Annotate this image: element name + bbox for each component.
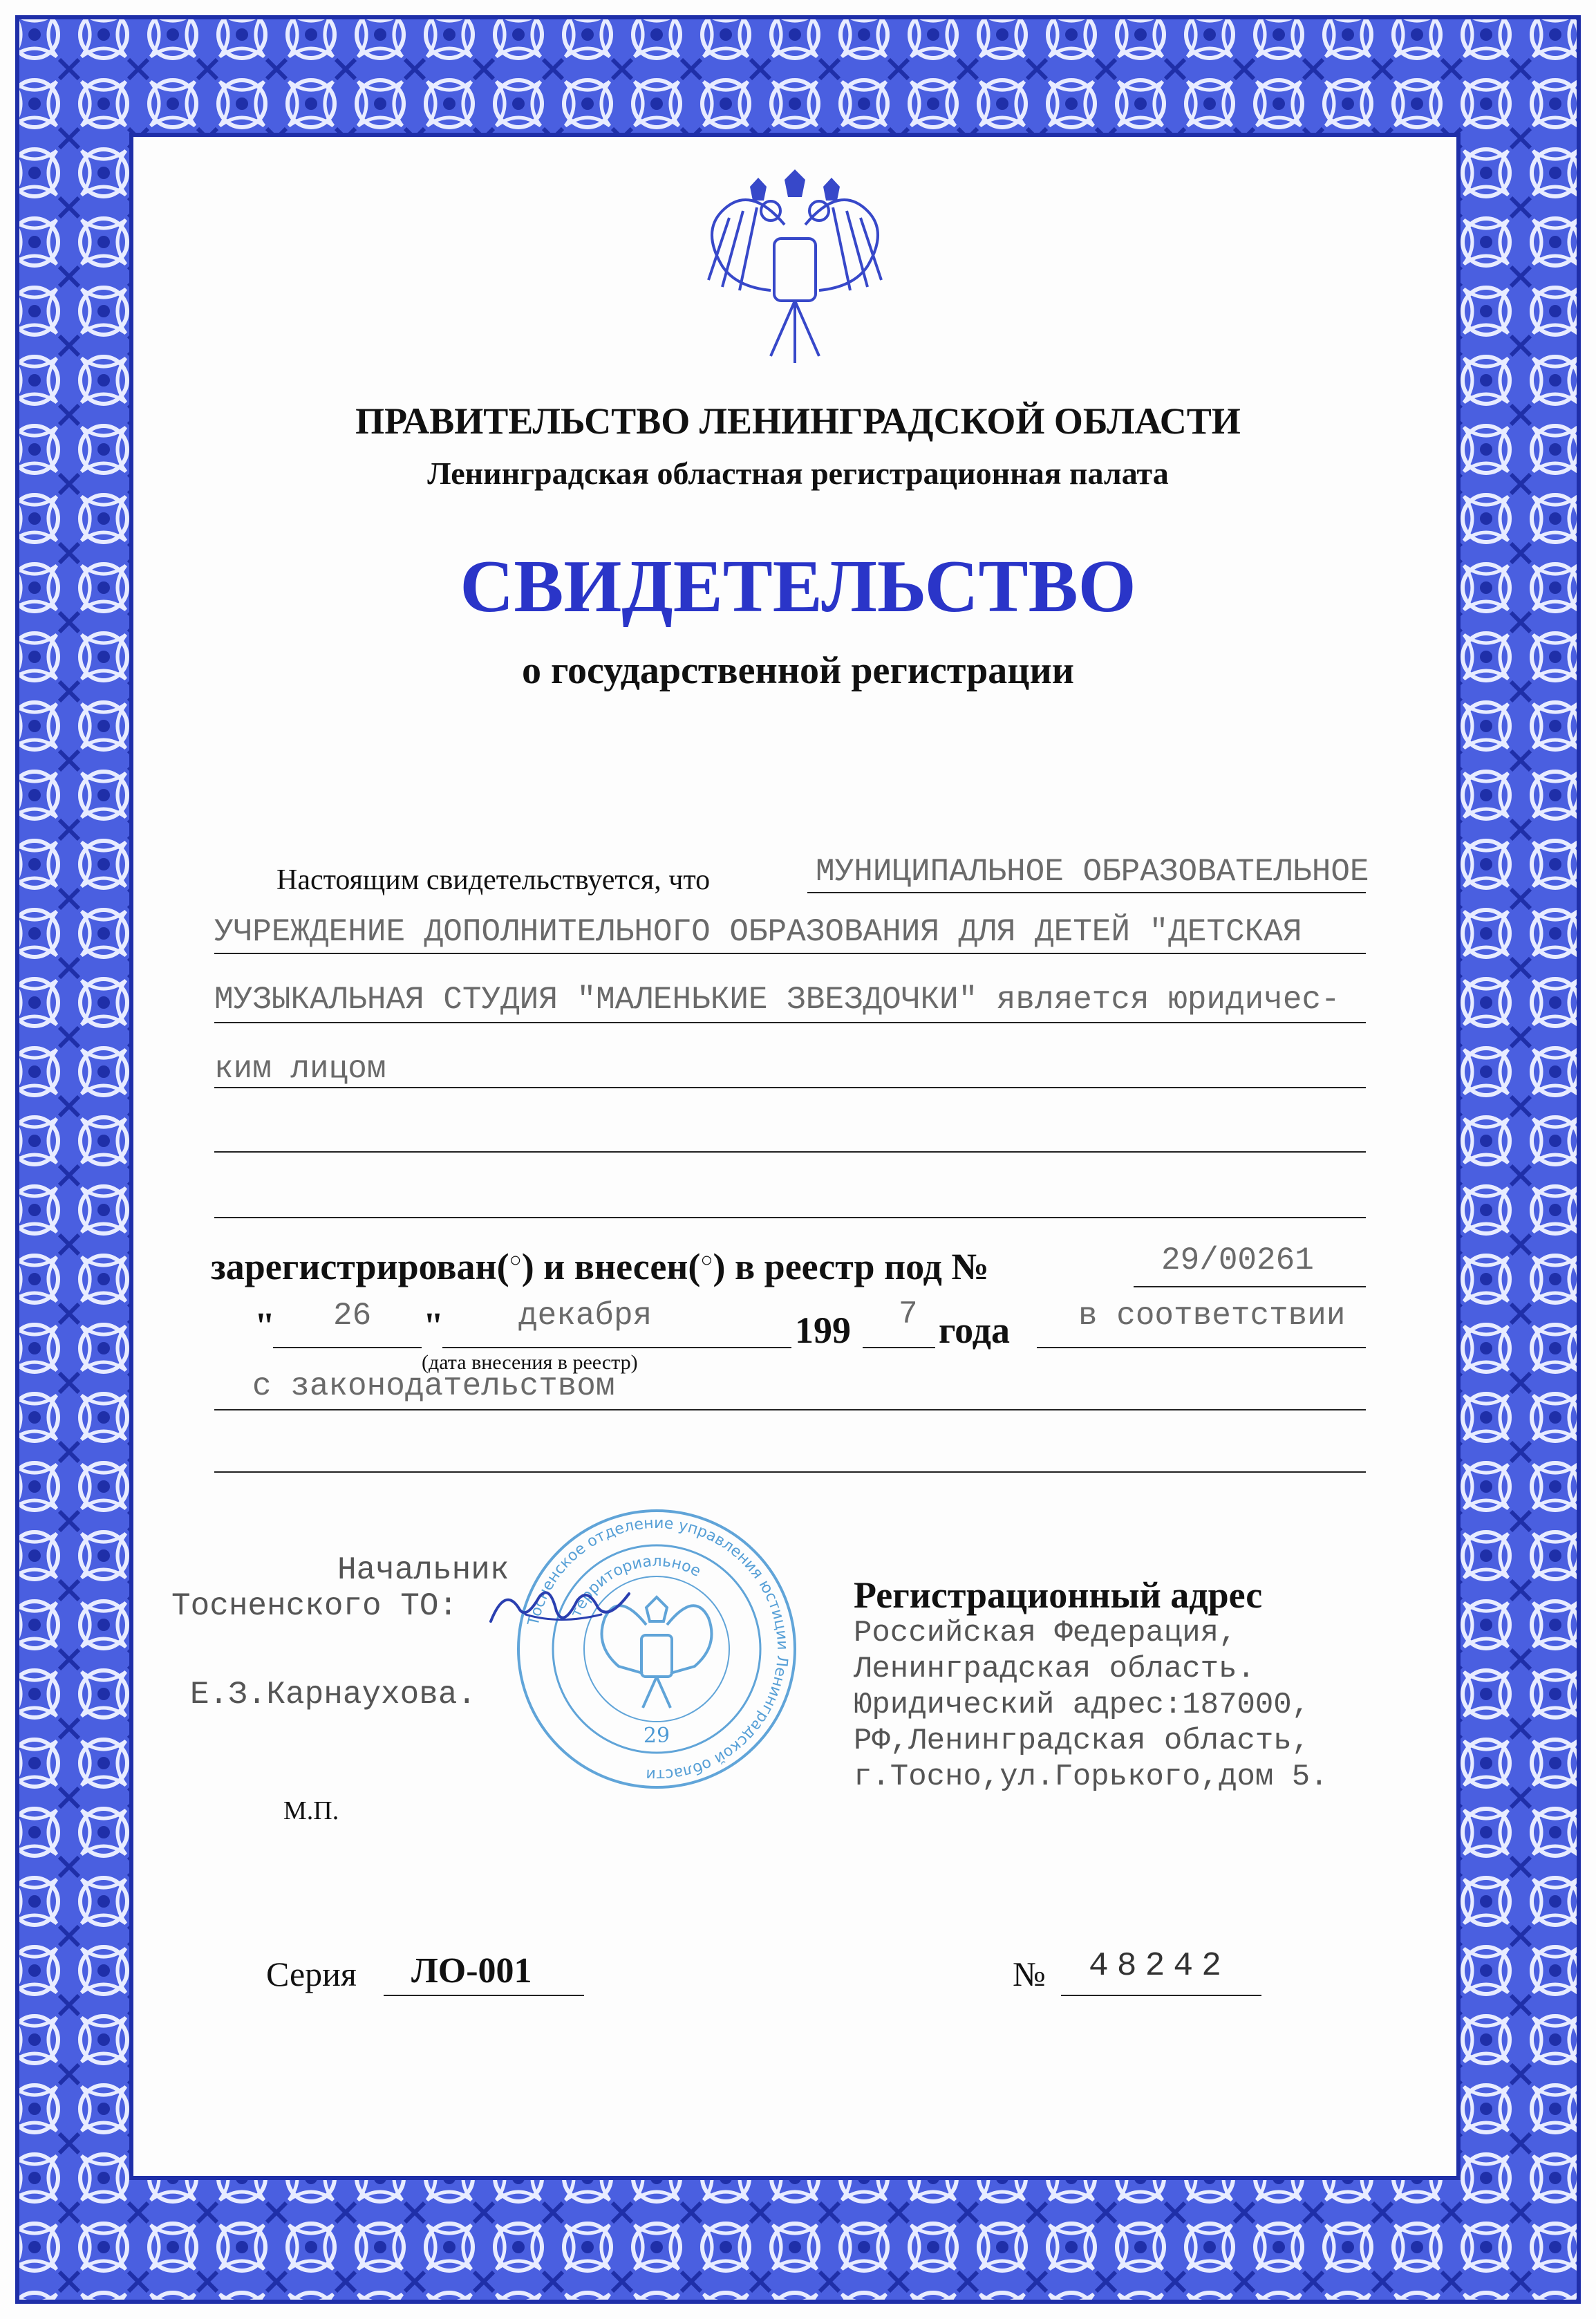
underline xyxy=(384,1995,584,1996)
address-line-2: Ленинградская область. xyxy=(854,1652,1255,1686)
signatory-position-2: Тосненского ТО: xyxy=(171,1588,458,1624)
underline xyxy=(1061,1995,1261,1996)
date-hint: (дата внесения в реестр) xyxy=(422,1351,638,1374)
underline xyxy=(214,1409,1366,1410)
entity-name-line-4: ким лицом xyxy=(214,1051,386,1087)
blank-line xyxy=(214,1151,1366,1153)
address-line-1: Российская Федерация, xyxy=(854,1616,1237,1650)
series-value: ЛО-001 xyxy=(411,1951,532,1991)
address-line-3: Юридический адрес:187000, xyxy=(854,1688,1311,1722)
in-registry-text: ) в реестр под № xyxy=(713,1246,989,1287)
quote-close: " xyxy=(423,1305,444,1346)
blank-line xyxy=(214,1471,1366,1473)
registered-label xyxy=(211,1248,989,1285)
address-line-4: РФ,Ленинградская область, xyxy=(854,1724,1311,1758)
blank-mark: ○ xyxy=(509,1249,522,1272)
year-prefix: 199 xyxy=(795,1310,851,1351)
document-subtitle: о государственной регистрации xyxy=(521,649,1075,692)
registry-day: 26 xyxy=(333,1298,372,1334)
underline xyxy=(442,1347,791,1348)
seal-outer-text: Тосненское отделение управления юстиции Ленинградской области xyxy=(525,1514,791,1784)
address-heading: Регистрационный адрес xyxy=(854,1574,1263,1616)
certificate-number: 48242 xyxy=(1089,1948,1230,1985)
signatory-position-1: Начальник xyxy=(337,1552,509,1588)
quote-open: " xyxy=(254,1305,275,1346)
government-heading: ПРАВИТЕЛЬСТВО ЛЕНИНГРАДСКОЙ ОБЛАСТИ xyxy=(355,400,1241,442)
underline xyxy=(273,1347,422,1348)
seal-inner-text: территориальное xyxy=(567,1552,704,1621)
registered-text: зарегистрирован( xyxy=(211,1246,509,1287)
underline xyxy=(214,1022,1366,1023)
certify-lead: Настоящим свидетельствуется, что xyxy=(276,864,711,896)
double-headed-eagle-emblem-icon xyxy=(681,169,909,377)
handwritten-signature xyxy=(484,1580,636,1635)
entity-name-line-3: МУЗЫКАЛЬНАЯ СТУДИЯ "МАЛЕНЬКИЕ ЗВЕЗДОЧКИ" является юридичес- xyxy=(214,982,1340,1018)
entered-text: ) и внесен( xyxy=(521,1246,701,1287)
legislation-text: с законодательством xyxy=(252,1368,615,1404)
stamp-label: М.П. xyxy=(283,1796,339,1825)
accordance-text: в соответствии xyxy=(1078,1298,1346,1334)
underline xyxy=(863,1347,935,1348)
seal-number: 29 xyxy=(643,1724,670,1748)
underline xyxy=(214,1087,1366,1088)
entity-name-line-2: УЧРЕЖДЕНИЕ ДОПОЛНИТЕЛЬНОГО ОБРАЗОВАНИЯ ДЛЯ ДЕТЕЙ "ДЕТСКАЯ xyxy=(214,914,1302,950)
blank-mark: ○ xyxy=(700,1249,713,1272)
signatory-name: Е.З.Карнаухова. xyxy=(190,1677,477,1713)
underline xyxy=(807,892,1366,893)
registry-month: декабря xyxy=(518,1298,653,1334)
entity-name-line-1: МУНИЦИПАЛЬНОЕ ОБРАЗОВАТЕЛЬНОЕ xyxy=(816,854,1369,890)
chamber-heading: Ленинградская областная регистрационная палата xyxy=(427,456,1169,491)
year-digit: 7 xyxy=(899,1296,918,1332)
underline xyxy=(214,953,1366,954)
series-label: Серия xyxy=(266,1955,357,1993)
address-line-5: г.Тосно,ул.Горького,дом 5. xyxy=(854,1760,1329,1794)
number-label: № xyxy=(1013,1955,1046,1993)
registry-number: 29/00261 xyxy=(1161,1242,1314,1278)
blank-line xyxy=(214,1217,1366,1218)
year-word: года xyxy=(939,1310,1010,1351)
underline xyxy=(1134,1286,1366,1287)
underline xyxy=(1037,1347,1366,1348)
official-seal-stamp xyxy=(515,1507,798,1791)
document-title: СВИДЕТЕЛЬСТВО xyxy=(460,546,1136,628)
